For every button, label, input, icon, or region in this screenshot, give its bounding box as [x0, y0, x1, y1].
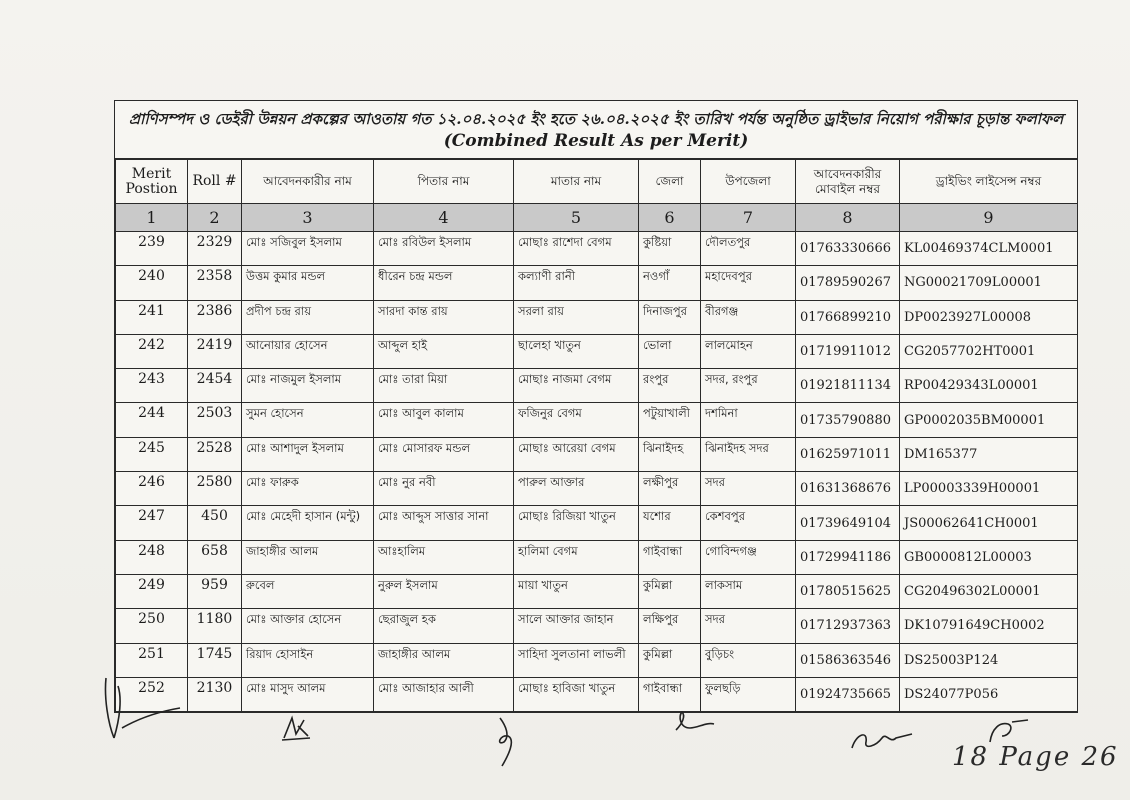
header-merit: Merit Postion — [116, 160, 188, 204]
applicant-name-cell: মোঃ নাজমুল ইসলাম — [242, 369, 374, 403]
merit-cell: 247 — [116, 506, 188, 540]
license-cell: CG20496302L00001 — [900, 574, 1078, 608]
mobile-cell: 01766899210 — [796, 300, 900, 334]
page-title — [123, 108, 1069, 152]
mother-name-cell: হালিমা বেগম — [514, 540, 639, 574]
license-cell: DK10791649CH0002 — [900, 609, 1078, 643]
upazila-cell: লালমোহন — [701, 334, 796, 368]
applicant-name-cell: উত্তম কুমার মন্ডল — [242, 266, 374, 300]
father-name-cell: আঃহালিম — [374, 540, 514, 574]
title-bangla: প্রাণিসম্পদ ও ডেইরী উন্নয়ন প্রকল্পের আওতায় গত ১২.০৪.২০২৫ ইং হতে ২৬.০৪.২০২৫ ইং তারিখ পর্যন্ত অনুষ্ঠিত ড্রাইভার নিয়োগ পরীক্ষার চূড়ান্ত ফলাফল — [128, 109, 1064, 128]
applicant-name-cell: মোঃ ফারুক — [242, 472, 374, 506]
upazila-cell: বীরগঞ্জ — [701, 300, 796, 334]
table-row — [116, 266, 1078, 300]
roll-cell: 2580 — [188, 472, 242, 506]
father-name-cell: মোঃ মোসারফ মন্ডল — [374, 437, 514, 471]
signature-4 — [668, 706, 718, 736]
mobile-cell: 01739649104 — [796, 506, 900, 540]
license-cell: KL00469374CLM0001 — [900, 232, 1078, 266]
father-name-cell: মোঃ আজাহার আলী — [374, 677, 514, 711]
district-cell: ঝিনাইদহ — [639, 437, 701, 471]
license-cell: GB0000812L00003 — [900, 540, 1078, 574]
table-row — [116, 472, 1078, 506]
merit-cell: 241 — [116, 300, 188, 334]
father-name-cell: নুরুল ইসলাম — [374, 574, 514, 608]
merit-cell: 242 — [116, 334, 188, 368]
column-number-row — [116, 204, 1078, 232]
column-number: 1 — [116, 204, 188, 232]
merit-cell: 239 — [116, 232, 188, 266]
upazila-cell: লাকসাম — [701, 574, 796, 608]
mother-name-cell: মোছাঃ নাজমা বেগম — [514, 369, 639, 403]
column-number: 7 — [701, 204, 796, 232]
merit-cell: 249 — [116, 574, 188, 608]
header-license: ড্রাইভিং লাইসেন্স নম্বর — [900, 160, 1078, 204]
page-number-note: 18 Page 26 — [952, 742, 1119, 772]
merit-cell: 240 — [116, 266, 188, 300]
table-row — [116, 232, 1078, 266]
applicant-name-cell: রিয়াদ হোসাইন — [242, 643, 374, 677]
header-row — [116, 160, 1078, 204]
father-name-cell: আব্দুল হাই — [374, 334, 514, 368]
license-cell: CG2057702HT0001 — [900, 334, 1078, 368]
table-row — [116, 540, 1078, 574]
roll-cell: 959 — [188, 574, 242, 608]
license-cell: DS24077P056 — [900, 677, 1078, 711]
license-cell: NG00021709L00001 — [900, 266, 1078, 300]
signature-1 — [96, 668, 186, 748]
table-row — [116, 609, 1078, 643]
mobile-cell: 01924735665 — [796, 677, 900, 711]
upazila-cell: দশমিনা — [701, 403, 796, 437]
table-row — [116, 437, 1078, 471]
merit-cell: 251 — [116, 643, 188, 677]
father-name-cell: মোঃ আবুল কালাম — [374, 403, 514, 437]
mobile-cell: 01789590267 — [796, 266, 900, 300]
upazila-cell: গোবিন্দগঞ্জ — [701, 540, 796, 574]
mobile-cell: 01729941186 — [796, 540, 900, 574]
district-cell: দিনাজপুর — [639, 300, 701, 334]
father-name-cell: ছেরাজুল হক — [374, 609, 514, 643]
district-cell: যশোর — [639, 506, 701, 540]
mobile-cell: 01631368676 — [796, 472, 900, 506]
district-cell: ভোলা — [639, 334, 701, 368]
merit-cell: 243 — [116, 369, 188, 403]
license-cell: LP00003339H00001 — [900, 472, 1078, 506]
signature-3 — [486, 712, 526, 772]
mother-name-cell: পারুল আক্তার — [514, 472, 639, 506]
column-number: 8 — [796, 204, 900, 232]
license-cell: RP00429343L00001 — [900, 369, 1078, 403]
mother-name-cell: মোছাঃ রিজিয়া খাতুন — [514, 506, 639, 540]
roll-cell: 2419 — [188, 334, 242, 368]
merit-cell: 248 — [116, 540, 188, 574]
mobile-cell: 01712937363 — [796, 609, 900, 643]
upazila-cell: সদর — [701, 472, 796, 506]
title-english: (Combined Result As per Merit) — [443, 130, 749, 151]
mobile-cell: 01763330666 — [796, 232, 900, 266]
mobile-cell: 01921811134 — [796, 369, 900, 403]
merit-cell: 244 — [116, 403, 188, 437]
table-row — [116, 643, 1078, 677]
table-row — [116, 403, 1078, 437]
license-cell: JS00062641CH0001 — [900, 506, 1078, 540]
mother-name-cell: ফজিনুর বেগম — [514, 403, 639, 437]
header-father-name: পিতার নাম — [374, 160, 514, 204]
district-cell: নওগাঁ — [639, 266, 701, 300]
column-number: 4 — [374, 204, 514, 232]
merit-cell: 250 — [116, 609, 188, 643]
mother-name-cell: মোছাঃ রাশেদা বেগম — [514, 232, 639, 266]
table-row — [116, 334, 1078, 368]
district-cell: পটুয়াখালী — [639, 403, 701, 437]
license-cell: DM165377 — [900, 437, 1078, 471]
upazila-cell: দৌলতপুর — [701, 232, 796, 266]
column-number: 9 — [900, 204, 1078, 232]
column-number: 6 — [639, 204, 701, 232]
header-applicant-name: আবেদনকারীর নাম — [242, 160, 374, 204]
mobile-cell: 01625971011 — [796, 437, 900, 471]
father-name-cell: মোঃ আব্দুস সাত্তার সানা — [374, 506, 514, 540]
district-cell: কুমিল্লা — [639, 574, 701, 608]
district-cell: গাইবান্ধা — [639, 540, 701, 574]
upazila-cell: ফুলছড়ি — [701, 677, 796, 711]
mother-name-cell: কল্যাণী রানী — [514, 266, 639, 300]
applicant-name-cell: মোঃ মেহেদী হাসান (মন্টু) — [242, 506, 374, 540]
header-upazila: উপজেলা — [701, 160, 796, 204]
upazila-cell: বুড়িচং — [701, 643, 796, 677]
applicant-name-cell: মোঃ আক্তার হোসেন — [242, 609, 374, 643]
applicant-name-cell: জাহাঙ্গীর আলম — [242, 540, 374, 574]
license-cell: GP0002035BM00001 — [900, 403, 1078, 437]
results-table — [115, 159, 1078, 712]
district-cell: লক্ষীপুর — [639, 472, 701, 506]
merit-cell: 252 — [116, 677, 188, 711]
father-name-cell: মোঃ তারা মিয়া — [374, 369, 514, 403]
table-row — [116, 506, 1078, 540]
upazila-cell: মহাদেবপুর — [701, 266, 796, 300]
mobile-cell: 01719911012 — [796, 334, 900, 368]
roll-cell: 2454 — [188, 369, 242, 403]
applicant-name-cell: রুবেল — [242, 574, 374, 608]
mother-name-cell: ছালেহা খাতুন — [514, 334, 639, 368]
roll-cell: 658 — [188, 540, 242, 574]
header-mother-name: মাতার নাম — [514, 160, 639, 204]
column-number: 3 — [242, 204, 374, 232]
roll-cell: 1745 — [188, 643, 242, 677]
mother-name-cell: সালে আক্তার জাহান — [514, 609, 639, 643]
applicant-name-cell: আনোয়ার হোসেন — [242, 334, 374, 368]
upazila-cell: কেশবপুর — [701, 506, 796, 540]
upazila-cell: ঝিনাইদহ সদর — [701, 437, 796, 471]
merit-cell: 246 — [116, 472, 188, 506]
roll-cell: 2503 — [188, 403, 242, 437]
signature-5 — [846, 718, 916, 758]
district-cell: গাইবান্ধা — [639, 677, 701, 711]
father-name-cell: জাহাঙ্গীর আলম — [374, 643, 514, 677]
district-cell: লক্ষিপুর — [639, 609, 701, 643]
roll-cell: 2528 — [188, 437, 242, 471]
father-name-cell: মোঃ রবিউল ইসলাম — [374, 232, 514, 266]
roll-cell: 2386 — [188, 300, 242, 334]
header-mobile: আবেদনকারীর মোবাইল নম্বর — [796, 160, 900, 204]
district-cell: রংপুর — [639, 369, 701, 403]
header-district: জেলা — [639, 160, 701, 204]
applicant-name-cell: প্রদীপ চন্দ্র রায় — [242, 300, 374, 334]
father-name-cell: মোঃ নুর নবী — [374, 472, 514, 506]
roll-cell: 2130 — [188, 677, 242, 711]
mother-name-cell: মায়া খাতুন — [514, 574, 639, 608]
roll-cell: 450 — [188, 506, 242, 540]
district-cell: কুষ্টিয়া — [639, 232, 701, 266]
roll-cell: 2358 — [188, 266, 242, 300]
table-row — [116, 300, 1078, 334]
mother-name-cell: সরলা রায় — [514, 300, 639, 334]
result-document — [114, 100, 1078, 713]
mobile-cell: 01586363546 — [796, 643, 900, 677]
applicant-name-cell: মোঃ সজিবুল ইসলাম — [242, 232, 374, 266]
license-cell: DS25003P124 — [900, 643, 1078, 677]
mother-name-cell: মোছাঃ আরেয়া বেগম — [514, 437, 639, 471]
table-row — [116, 574, 1078, 608]
roll-cell: 2329 — [188, 232, 242, 266]
applicant-name-cell: মোঃ আশাদুল ইসলাম — [242, 437, 374, 471]
merit-cell: 245 — [116, 437, 188, 471]
table-row — [116, 369, 1078, 403]
father-name-cell: সারদা কান্ত রায় — [374, 300, 514, 334]
mobile-cell: 01780515625 — [796, 574, 900, 608]
mother-name-cell: সাহিদা সুলতানা লাভলী — [514, 643, 639, 677]
upazila-cell: সদর, রংপুর — [701, 369, 796, 403]
mobile-cell: 01735790880 — [796, 403, 900, 437]
signature-2 — [278, 712, 318, 746]
applicant-name-cell: সুমন হোসেন — [242, 403, 374, 437]
mother-name-cell: মোছাঃ হাবিজা খাতুন — [514, 677, 639, 711]
column-number: 5 — [514, 204, 639, 232]
father-name-cell: ধীরেন চন্দ্র মন্ডল — [374, 266, 514, 300]
roll-cell: 1180 — [188, 609, 242, 643]
applicant-name-cell: মোঃ মাসুদ আলম — [242, 677, 374, 711]
column-number: 2 — [188, 204, 242, 232]
document-heading — [115, 101, 1077, 159]
upazila-cell: সদর — [701, 609, 796, 643]
header-roll: Roll # — [188, 160, 242, 204]
district-cell: কুমিল্লা — [639, 643, 701, 677]
table-row — [116, 677, 1078, 711]
license-cell: DP0023927L00008 — [900, 300, 1078, 334]
